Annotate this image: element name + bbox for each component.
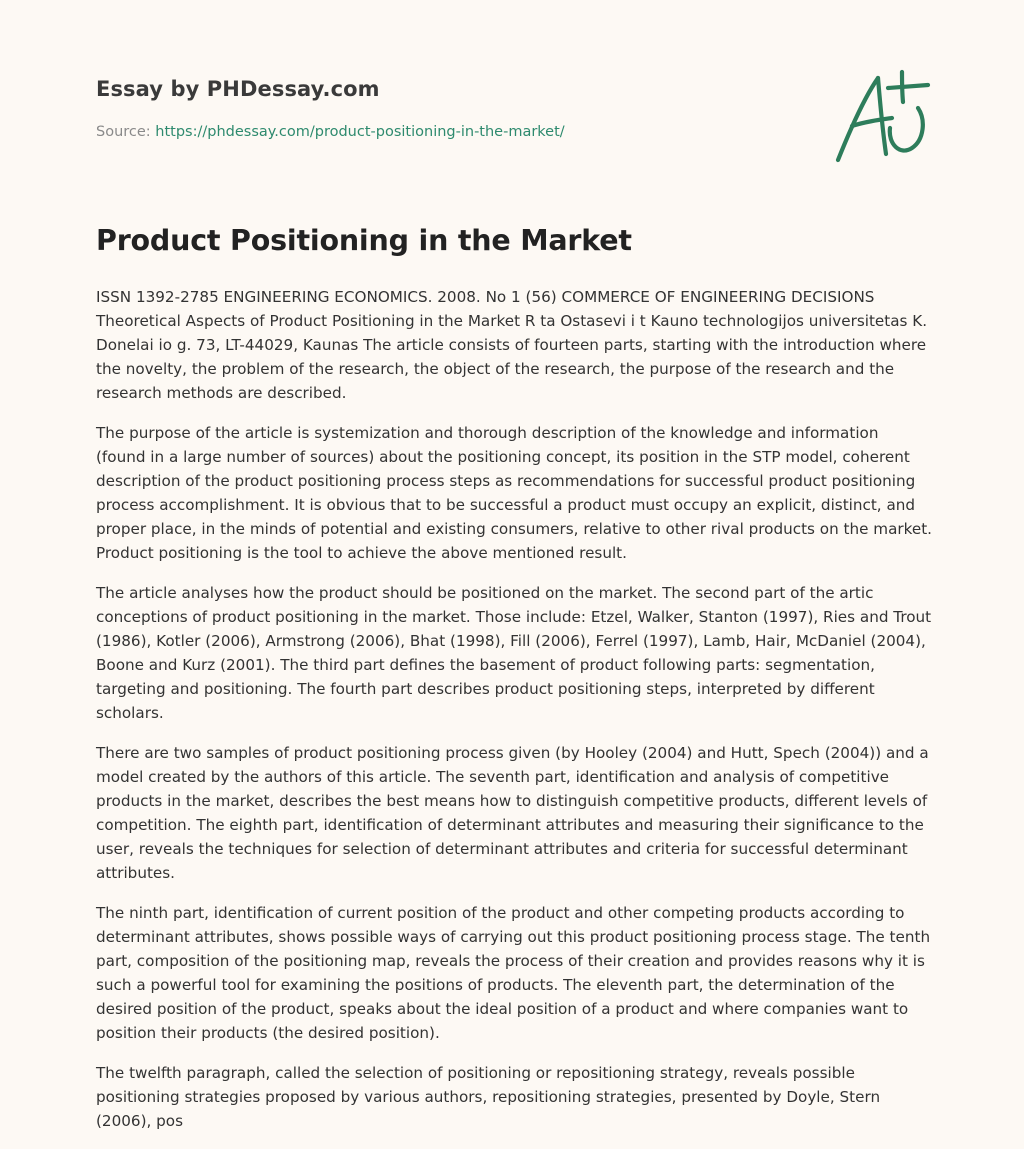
essay-paragraph: There are two samples of product positioning process given (by Hooley (2004) and Hutt, Spech (2004)) and a model created by the authors of this article. The seventh part, identification and analysis of competitive products in the market, describes the best means how to distinguish competitive products, different levels of competition. The eighth part, identification of determinant attributes and measuring their significance to the user, reveals the techniques for selection of determinant attributes and criteria for successful determinant attributes. bbox=[96, 744, 929, 882]
source-line bbox=[96, 124, 565, 140]
source-link[interactable]: https://phdessay.com/product-positioning-in-the-market/ bbox=[155, 124, 565, 140]
essay-body bbox=[96, 285, 932, 1149]
source-label: Source: bbox=[96, 124, 156, 140]
site-brand: Essay by PHDessay.com bbox=[96, 77, 380, 101]
essay-paragraph: The article analyses how the product should be positioned on the market. The second part of the artic conceptions of product positioning in the market. Those include: Etzel, Walker, Stanton (1997), Ries and Trout (1986), Kotler (2006), Armstrong (2006), Bhat (1998), Fill (2006), Ferrel (1997), Lamb, Hair, McDaniel (2004), Boone and Kurz (2001). The third part defines the basement of product following parts: segmentation, targeting and positioning. The fourth part describes product positioning steps, interpreted by different scholars. bbox=[96, 584, 932, 722]
essay-title: Product Positioning in the Market bbox=[96, 224, 632, 257]
essay-paragraph: ISSN 1392-2785 ENGINEERING ECONOMICS. 2008. No 1 (56) COMMERCE OF ENGINEERING DECISIONS Theoretical Aspects of Product Positioning in the Market R ta Ostasevi i t Kauno technologijos universitetas K. Donelai io g. 73, LT-44029, Kaunas The article consists of fourteen parts, starting with the introduction where the novelty, the problem of the research, the object of the research, the purpose of the research and the research methods are described. bbox=[96, 288, 928, 402]
a-plus-grade-icon bbox=[830, 68, 934, 164]
essay-paragraph: The twelfth paragraph, called the selection of positioning or repositioning strategy, reveals possible positioning strategies proposed by various authors, repositioning strategies, presented by Doyle, Stern (2006), pos bbox=[96, 1064, 881, 1130]
essay-paragraph: The ninth part, identification of current position of the product and other competing products according to determinant attributes, shows possible ways of carrying out this product positioning process stage. The tenth part, composition of the positioning map, reveals the process of their creation and provides reasons why it is such a powerful tool for examining the positions of products. The eleventh part, the determination of the desired position of the product, speaks about the ideal position of a product and where companies want to position their products (the desired position). bbox=[96, 904, 931, 1042]
essay-paragraph: The purpose of the article is systemization and thorough description of the knowledge and information (found in a large number of sources) about the positioning concept, its position in the STP model, coherent description of the product positioning process steps as recommendations for successful product positioning process accomplishment. It is obvious that to be successful a product must occupy an explicit, distinct, and proper place, in the minds of potential and existing consumers, relative to other rival products on the market. Product positioning is the tool to achieve the above mentioned result. bbox=[96, 424, 932, 562]
page-header bbox=[96, 0, 928, 200]
